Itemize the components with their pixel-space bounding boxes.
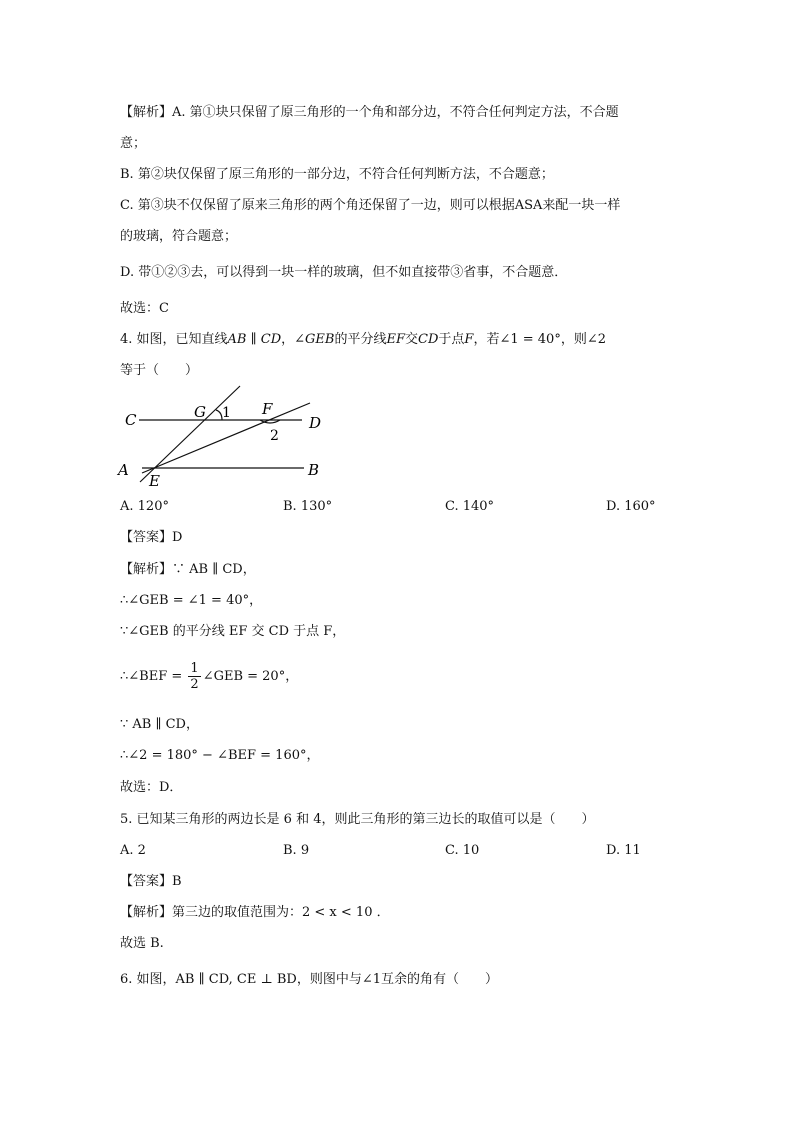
fraction-one-half bbox=[188, 661, 200, 692]
q5-stem: 5. 已知某三角形的两边长是 6 和 4，则此三角形的第三边长的取值可以是（ ） bbox=[120, 812, 595, 827]
q4-analysis-line3: ∵∠GEB 的平分线 EF 交 CD 于点 F， bbox=[120, 624, 346, 639]
label-d: D bbox=[309, 414, 322, 432]
label-c: C bbox=[125, 411, 137, 429]
label-b: B bbox=[308, 461, 320, 479]
q3-analysis-c-line1: C. 第③块不仅保留了原来三角形的两个角还保留了一边，则可以根据ASA来配一块一样 bbox=[120, 198, 621, 213]
q3-analysis-c-line2: 的玻璃，符合题意； bbox=[120, 229, 238, 244]
q4-stem-math: EF bbox=[386, 332, 406, 347]
q4-stem-math: AB ∥ CD bbox=[227, 332, 282, 347]
q5-option-a: A. 2 bbox=[120, 843, 146, 858]
q4-stem-line2: 等于（ ） bbox=[120, 363, 199, 378]
q6-stem: 6. 如图，AB ∥ CD, CE ⊥ BD，则图中与∠1互余的角有（ ） bbox=[120, 972, 498, 987]
q5-option-c: C. 10 bbox=[445, 843, 480, 858]
q5-option-b: B. 9 bbox=[283, 843, 310, 858]
q5-analysis: 【解析】第三边的取值范围为：2 < x < 10 ． bbox=[120, 905, 390, 920]
q4-analysis-line1: 【解析】∵ AB ∥ CD， bbox=[120, 562, 256, 577]
q4-analysis-line6: ∴∠2 = 180° − ∠BEF = 160°， bbox=[120, 748, 320, 763]
q4-stem-math: ∠GEB bbox=[294, 332, 335, 347]
label-g: G bbox=[194, 403, 206, 421]
label-f: F bbox=[262, 400, 273, 418]
q4-stem-text: ， bbox=[281, 332, 295, 347]
q4-stem-text: 交 bbox=[405, 332, 419, 347]
frac-suffix: ∠GEB = 20°， bbox=[202, 669, 299, 684]
q4-stem-text: 的平分线 bbox=[334, 332, 387, 347]
q3-analysis-b: B. 第②块仅保留了原三角形的一部分边，不符合任何判断方法，不合题意； bbox=[120, 167, 554, 182]
q4-analysis-line5: ∵ AB ∥ CD， bbox=[120, 717, 199, 732]
q4-analysis-frac-line bbox=[120, 660, 298, 694]
q4-stem-math: F bbox=[464, 332, 474, 347]
q4-option-b: B. 130° bbox=[283, 499, 333, 514]
q3-analysis-a-line1: 【解析】A. 第①块只保留了原三角形的一个角和部分边，不符合任何判定方法，不合题 bbox=[120, 105, 619, 120]
q4-stem-math: CD bbox=[418, 332, 439, 347]
q4-stem-math: ∠1 = 40° bbox=[499, 332, 561, 347]
q3-analysis-d: D. 带①②③去，可以得到一块一样的玻璃，但不如直接带③省事，不合题意． bbox=[120, 265, 568, 280]
fraction-denominator: 2 bbox=[190, 677, 199, 692]
q4-option-a: A. 120° bbox=[120, 499, 169, 514]
q4-stem-math: ∠2 bbox=[586, 332, 607, 347]
q4-analysis-line2: ∴∠GEB = ∠1 = 40°， bbox=[120, 593, 263, 608]
q4-stem-text: 4. 如图，已知直线 bbox=[120, 332, 228, 347]
q4-option-d: D. 160° bbox=[606, 499, 656, 514]
q4-stem-line1 bbox=[120, 331, 606, 349]
q3-conclusion: 故选：C bbox=[120, 301, 169, 316]
q4-stem-text: 于点 bbox=[438, 332, 465, 347]
q4-stem-text: ，则 bbox=[560, 332, 587, 347]
q3-analysis-a-line2: 意； bbox=[120, 136, 147, 151]
q5-conclusion: 故选 B. bbox=[120, 936, 164, 951]
q4-figure bbox=[112, 382, 332, 492]
label-e: E bbox=[149, 472, 160, 490]
fraction-numerator: 1 bbox=[190, 661, 199, 676]
label-a: A bbox=[118, 461, 129, 479]
q4-conclusion: 故选：D． bbox=[120, 780, 183, 795]
q4-answer: 【答案】D bbox=[120, 530, 183, 545]
q5-answer: 【答案】B bbox=[120, 874, 182, 889]
q4-option-c: C. 140° bbox=[445, 499, 495, 514]
label-angle-2: 2 bbox=[270, 428, 279, 444]
frac-prefix: ∴∠BEF = bbox=[120, 669, 183, 684]
q4-stem-text: ，若 bbox=[473, 332, 500, 347]
label-angle-1: 1 bbox=[222, 405, 231, 421]
q5-option-d: D. 11 bbox=[606, 843, 641, 858]
